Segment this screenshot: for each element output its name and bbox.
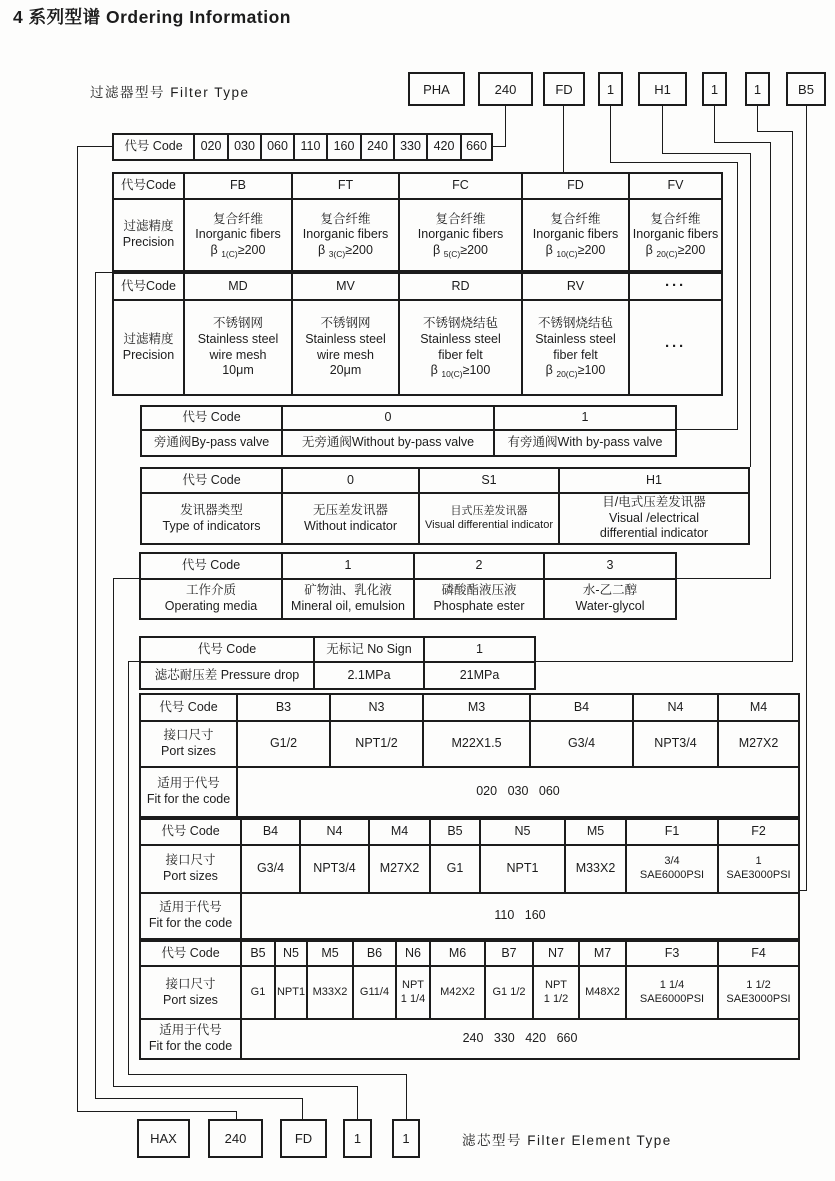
cell-line: Inorganic fibers: [302, 227, 389, 242]
port-code: M3: [424, 695, 531, 722]
more-codes-ellipsis: ···: [630, 274, 723, 301]
precision-code: RD: [400, 274, 523, 301]
cell-line: 1 1/4: [659, 978, 685, 991]
beta-pre: β: [210, 242, 222, 257]
pressure-value: 21MPa: [425, 663, 536, 690]
size-code: 030: [229, 135, 262, 161]
row-label: 滤芯耐压差 Pressure drop: [141, 663, 315, 690]
media-value: [545, 580, 677, 620]
indicator-value: [560, 494, 750, 545]
page-title: 4 系列型谱 Ordering Information: [13, 7, 291, 27]
connector-line: [236, 1111, 237, 1119]
precision-code: MD: [185, 274, 293, 301]
size-code: 240: [362, 135, 395, 161]
connector-line: [128, 1074, 407, 1075]
indicator-value: [420, 494, 560, 545]
port-size: [719, 967, 800, 1020]
code-header: 代号 Code: [141, 942, 242, 967]
cell-line: 1 1/2: [543, 992, 569, 1005]
port-size: M48X2: [580, 967, 627, 1020]
cell-line: NPT: [402, 978, 424, 991]
row-label-en: Port sizes: [163, 992, 218, 1007]
connector-line: [757, 106, 758, 132]
cell-line: 10μm: [222, 363, 254, 378]
beta-sub: 10(C): [556, 248, 578, 259]
row-label-en: Port sizes: [163, 869, 218, 883]
beta-pre: β: [433, 242, 444, 257]
row-label: [141, 722, 238, 768]
media-code: 3: [545, 554, 677, 580]
connector-line: [95, 272, 112, 273]
filter-code-box-pressure: 1: [745, 72, 770, 106]
row-label: [114, 301, 185, 396]
connector-line: [77, 146, 112, 147]
cell-line: 不锈钢网: [320, 316, 371, 331]
row-label: [141, 580, 283, 620]
connector-line: [128, 661, 139, 662]
port-size: M33X2: [566, 846, 627, 894]
element-code-box-size: 240: [208, 1119, 263, 1158]
code-header: 代号 Code: [141, 638, 315, 663]
beta-rating: [318, 243, 373, 259]
size-code: 060: [262, 135, 295, 161]
ports-table-large: [139, 940, 800, 1060]
bypass-code: 0: [283, 407, 495, 431]
cell-line: 目/电式压差发讯器: [602, 495, 706, 510]
port-size: G11/4: [354, 967, 397, 1020]
filter-element-type-label: 滤芯型号 Filter Element Type: [462, 1133, 672, 1148]
cell-line: wire mesh: [209, 347, 267, 362]
port-size: [627, 846, 719, 894]
fit-codes: 020 030 060: [238, 768, 800, 818]
row-label: [141, 967, 242, 1020]
indicator-code: 0: [283, 469, 420, 494]
filter-code-box-size: 240: [478, 72, 533, 106]
row-label: 旁通阀By-pass valve: [142, 431, 283, 457]
port-code: B6: [354, 942, 397, 967]
connector-line: [113, 578, 139, 579]
row-label-cn: 接口尺寸: [163, 728, 214, 743]
connector-line: [806, 106, 807, 891]
cell-line: SAE6000PSI: [639, 869, 705, 881]
cell-line: 复合纤维: [550, 211, 601, 226]
ports-table-medium: [139, 818, 800, 940]
cell-line: Stainless steel: [420, 331, 501, 346]
port-size: G1: [431, 846, 481, 894]
precision-cell: [293, 301, 400, 396]
connector-line: [505, 106, 506, 146]
cell-line: 3/4: [664, 855, 680, 868]
media-value: [283, 580, 415, 620]
cell-line: 目式压差发讯器: [450, 504, 528, 517]
bypass-value: 有旁通阀With by-pass valve: [495, 431, 677, 457]
cell-line: 1 1/4: [400, 992, 426, 1005]
cell-line: Stainless steel: [305, 331, 386, 346]
cell-line: fiber felt: [438, 347, 483, 362]
connector-line: [662, 106, 663, 154]
row-label-cn: 工作介质: [185, 583, 236, 598]
cell-line: 复合纤维: [435, 211, 486, 226]
connector-line: [128, 661, 129, 1075]
port-code: N6: [397, 942, 431, 967]
filter-code-box-bypass: 1: [598, 72, 623, 106]
fit-label-cn: 适用于代号: [159, 1023, 222, 1038]
beta-post: ≥200: [677, 242, 706, 257]
port-size: G1 1/2: [486, 967, 534, 1020]
row-label-cn: 接口尺寸: [165, 976, 216, 991]
port-size: [534, 967, 580, 1020]
connector-line: [662, 153, 751, 154]
pressure-value: 2.1MPa: [315, 663, 425, 690]
port-size: NPT1: [276, 967, 308, 1020]
beta-rating: [546, 243, 606, 259]
cell-line: Without indicator: [303, 518, 398, 533]
beta-pre: β: [645, 242, 657, 257]
port-code: M6: [431, 942, 486, 967]
beta-rating: [546, 363, 606, 379]
beta-post: ≥200: [460, 242, 488, 257]
code-header: 代号 Code: [141, 554, 283, 580]
cell-line: 1: [755, 855, 762, 868]
code-header: 代号 Code: [142, 469, 283, 494]
fit-label: [141, 894, 242, 940]
fit-label: [141, 1020, 242, 1060]
connector-line: [610, 162, 738, 163]
precision-cell: [630, 200, 723, 272]
cell-line: wire mesh: [317, 347, 374, 362]
port-size: M27X2: [719, 722, 800, 768]
cell-line: SAE3000PSI: [726, 992, 791, 1005]
port-size: G1/2: [238, 722, 331, 768]
row-label-en: Precision: [122, 235, 175, 249]
fit-codes: 240 330 420 660: [242, 1020, 800, 1060]
port-code: M5: [566, 820, 627, 846]
port-code: B4: [242, 820, 301, 846]
fiber-precision-table: [112, 172, 723, 272]
bypass-code: 1: [495, 407, 677, 431]
indicator-code: S1: [420, 469, 560, 494]
precision-cell: [523, 200, 630, 272]
precision-cell: [293, 200, 400, 272]
precision-cell: [400, 200, 523, 272]
row-label-cn: 过滤精度: [123, 219, 174, 234]
port-code: F1: [627, 820, 719, 846]
connector-line: [95, 272, 96, 1099]
port-code: N7: [534, 942, 580, 967]
filter-code-box-port: B5: [786, 72, 826, 106]
beta-post: ≥200: [237, 242, 266, 257]
port-size: M33X2: [308, 967, 354, 1020]
row-label-cn: 过滤精度: [123, 331, 174, 346]
media-code: 1: [283, 554, 415, 580]
row-label-en: Operating media: [164, 599, 258, 613]
cell-line: Inorganic fibers: [417, 227, 504, 242]
precision-code: FV: [630, 174, 723, 200]
fit-label: [141, 768, 238, 818]
port-code: M5: [308, 942, 354, 967]
cell-line: Visual /electrical: [608, 510, 700, 525]
element-code-box-precision: FD: [280, 1119, 327, 1158]
port-code: F4: [719, 942, 800, 967]
row-label-en: Precision: [122, 347, 175, 362]
cell-line: 复合纤维: [212, 211, 263, 226]
indicator-code: H1: [560, 469, 750, 494]
size-code: 020: [195, 135, 229, 161]
connector-line: [757, 131, 793, 132]
port-code: N5: [481, 820, 566, 846]
connector-line: [113, 578, 114, 1087]
precision-code: FD: [523, 174, 630, 200]
port-code: B5: [242, 942, 276, 967]
code-header: 代号Code: [114, 274, 185, 301]
cell-line: Mineral oil, emulsion: [291, 599, 405, 613]
element-code-box-series: HAX: [137, 1119, 190, 1158]
pressure-code: 1: [425, 638, 536, 663]
port-code: M4: [370, 820, 431, 846]
cell-line: 水-乙二醇: [582, 583, 638, 598]
cell-line: 无压差发讯器: [312, 502, 388, 517]
cell-line: Inorganic fibers: [195, 227, 281, 242]
beta-pre: β: [430, 363, 442, 378]
bypass-valve-table: [140, 405, 677, 457]
port-size: [627, 967, 719, 1020]
code-header: 代号 Code: [141, 695, 238, 722]
connector-line: [792, 131, 793, 662]
cell-line: 不锈钢网: [212, 316, 263, 331]
fit-label-cn: 适用于代号: [159, 900, 222, 915]
fit-codes: 110 160: [242, 894, 800, 940]
port-size: NPT1: [481, 846, 566, 894]
pressure-code: 无标记 No Sign: [315, 638, 425, 663]
precision-code: FB: [185, 174, 293, 200]
size-code-header: 代号 Code: [114, 135, 195, 161]
cell-line: 矿物油、乳化液: [304, 583, 392, 598]
port-size: [719, 846, 800, 894]
beta-pre: β: [545, 363, 557, 378]
size-code: 110: [295, 135, 328, 161]
cell-line: Visual differential indicator: [424, 518, 553, 531]
beta-sub: 10(C): [441, 369, 463, 380]
connector-line: [493, 146, 506, 147]
beta-post: ≥200: [345, 242, 373, 257]
row-label-en: Port sizes: [161, 744, 216, 758]
beta-sub: 20(C): [556, 369, 578, 380]
connector-line: [676, 429, 738, 430]
port-code: N4: [301, 820, 370, 846]
port-code: N3: [331, 695, 424, 722]
cell-line: SAE3000PSI: [726, 869, 791, 881]
beta-pre: β: [318, 242, 329, 257]
connector-line: [714, 106, 715, 143]
beta-rating: [211, 243, 266, 259]
connector-line: [750, 153, 751, 467]
beta-sub: 3(C): [328, 248, 346, 259]
connector-line: [610, 106, 611, 163]
beta-sub: 5(C): [443, 248, 461, 259]
pressure-drop-table: [139, 636, 536, 690]
precision-code: RV: [523, 274, 630, 301]
port-code: N5: [276, 942, 308, 967]
connector-line: [676, 578, 771, 579]
port-size: NPT3/4: [634, 722, 719, 768]
filter-code-box-series: PHA: [408, 72, 465, 106]
connector-line: [563, 106, 564, 172]
beta-rating: [646, 243, 706, 259]
filter-type-label: 过滤器型号 Filter Type: [90, 85, 250, 100]
connector-line: [737, 162, 738, 430]
more-precision-ellipsis: ···: [630, 301, 723, 396]
port-size: [397, 967, 431, 1020]
code-header: 代号 Code: [142, 407, 283, 431]
cell-line: 1 1/2: [746, 978, 771, 991]
cell-line: 不锈钢烧结毡: [422, 316, 498, 331]
precision-code: MV: [293, 274, 400, 301]
connector-line: [113, 1086, 358, 1087]
cell-line: differential indicator: [599, 526, 709, 541]
cell-line: 复合纤维: [320, 211, 371, 226]
row-label: [141, 846, 242, 894]
cell-line: Phosphate ester: [433, 599, 525, 613]
connector-line: [406, 1074, 407, 1119]
cell-line: Stainless steel: [535, 331, 616, 346]
cell-line: NPT: [545, 978, 567, 991]
precision-cell: [185, 200, 293, 272]
size-code: 660: [462, 135, 493, 161]
port-size: NPT3/4: [301, 846, 370, 894]
bypass-value: 无旁通阀Without by-pass valve: [283, 431, 495, 457]
size-code: 420: [428, 135, 462, 161]
row-label: [142, 494, 283, 545]
fit-label-en: Fit for the code: [148, 1039, 233, 1053]
cell-line: Water-glycol: [575, 599, 645, 613]
cell-line: Inorganic fibers: [632, 227, 719, 242]
row-label-cn: 发讯器类型: [180, 502, 243, 517]
ports-table-small: [139, 693, 800, 818]
connector-line: [714, 142, 771, 143]
connector-line: [799, 890, 807, 891]
fit-label-en: Fit for the code: [146, 792, 231, 806]
port-size: NPT1/2: [331, 722, 424, 768]
cell-line: Inorganic fibers: [532, 227, 619, 242]
port-code: F3: [627, 942, 719, 967]
beta-post: ≥200: [577, 242, 606, 257]
size-code: 160: [328, 135, 362, 161]
port-code: B3: [238, 695, 331, 722]
beta-sub: 20(C): [656, 248, 678, 259]
size-code-table: [112, 133, 493, 161]
beta-post: ≥100: [462, 363, 491, 378]
connector-line: [302, 1098, 303, 1119]
port-size: M42X2: [431, 967, 486, 1020]
fit-label-en: Fit for the code: [148, 916, 233, 930]
filter-code-box-indicator: H1: [638, 72, 687, 106]
filter-code-box-precision: FD: [543, 72, 585, 106]
connector-line: [95, 1098, 303, 1099]
size-code: 330: [395, 135, 428, 161]
port-code: F2: [719, 820, 800, 846]
indicator-table: [140, 467, 750, 545]
row-label-en: Type of indicators: [162, 518, 261, 533]
precision-code: FC: [400, 174, 523, 200]
cell-line: fiber felt: [553, 347, 598, 362]
media-value: [415, 580, 545, 620]
cell-line: 不锈钢烧结毡: [537, 316, 613, 331]
beta-rating: [433, 243, 488, 259]
beta-pre: β: [545, 242, 557, 257]
precision-cell: [185, 301, 293, 396]
connector-line: [77, 1111, 237, 1112]
beta-post: ≥100: [577, 363, 606, 378]
element-code-box-media: 1: [343, 1119, 372, 1158]
beta-sub: 1(C): [221, 248, 238, 259]
port-size: G3/4: [531, 722, 634, 768]
mesh-precision-table: [112, 272, 723, 396]
connector-line: [77, 146, 78, 1112]
fit-label-cn: 适用于代号: [157, 776, 220, 791]
port-code: B5: [431, 820, 481, 846]
beta-rating: [431, 363, 491, 379]
port-size: M27X2: [370, 846, 431, 894]
cell-line: Stainless steel: [197, 331, 279, 346]
code-header: 代号Code: [114, 174, 185, 200]
code-header: 代号 Code: [141, 820, 242, 846]
precision-cell: [400, 301, 523, 396]
port-size: G1: [242, 967, 276, 1020]
cell-line: 复合纤维: [650, 211, 701, 226]
row-label: [114, 200, 185, 272]
precision-code: FT: [293, 174, 400, 200]
port-size: M22X1.5: [424, 722, 531, 768]
port-size: G3/4: [242, 846, 301, 894]
port-code: M4: [719, 695, 800, 722]
filter-code-box-media: 1: [702, 72, 727, 106]
cell-line: SAE6000PSI: [639, 992, 705, 1005]
connector-line: [770, 142, 771, 579]
port-code: N4: [634, 695, 719, 722]
connector-line: [535, 661, 793, 662]
operating-media-table: [139, 552, 677, 620]
row-label-cn: 接口尺寸: [165, 853, 216, 868]
media-code: 2: [415, 554, 545, 580]
connector-line: [357, 1086, 358, 1119]
cell-line: 20μm: [329, 363, 362, 378]
port-code: B7: [486, 942, 534, 967]
precision-cell: [523, 301, 630, 396]
cell-line: 磷酸酯液压液: [441, 583, 517, 598]
port-code: M7: [580, 942, 627, 967]
port-code: B4: [531, 695, 634, 722]
indicator-value: [283, 494, 420, 545]
element-code-box-pressure: 1: [392, 1119, 420, 1158]
